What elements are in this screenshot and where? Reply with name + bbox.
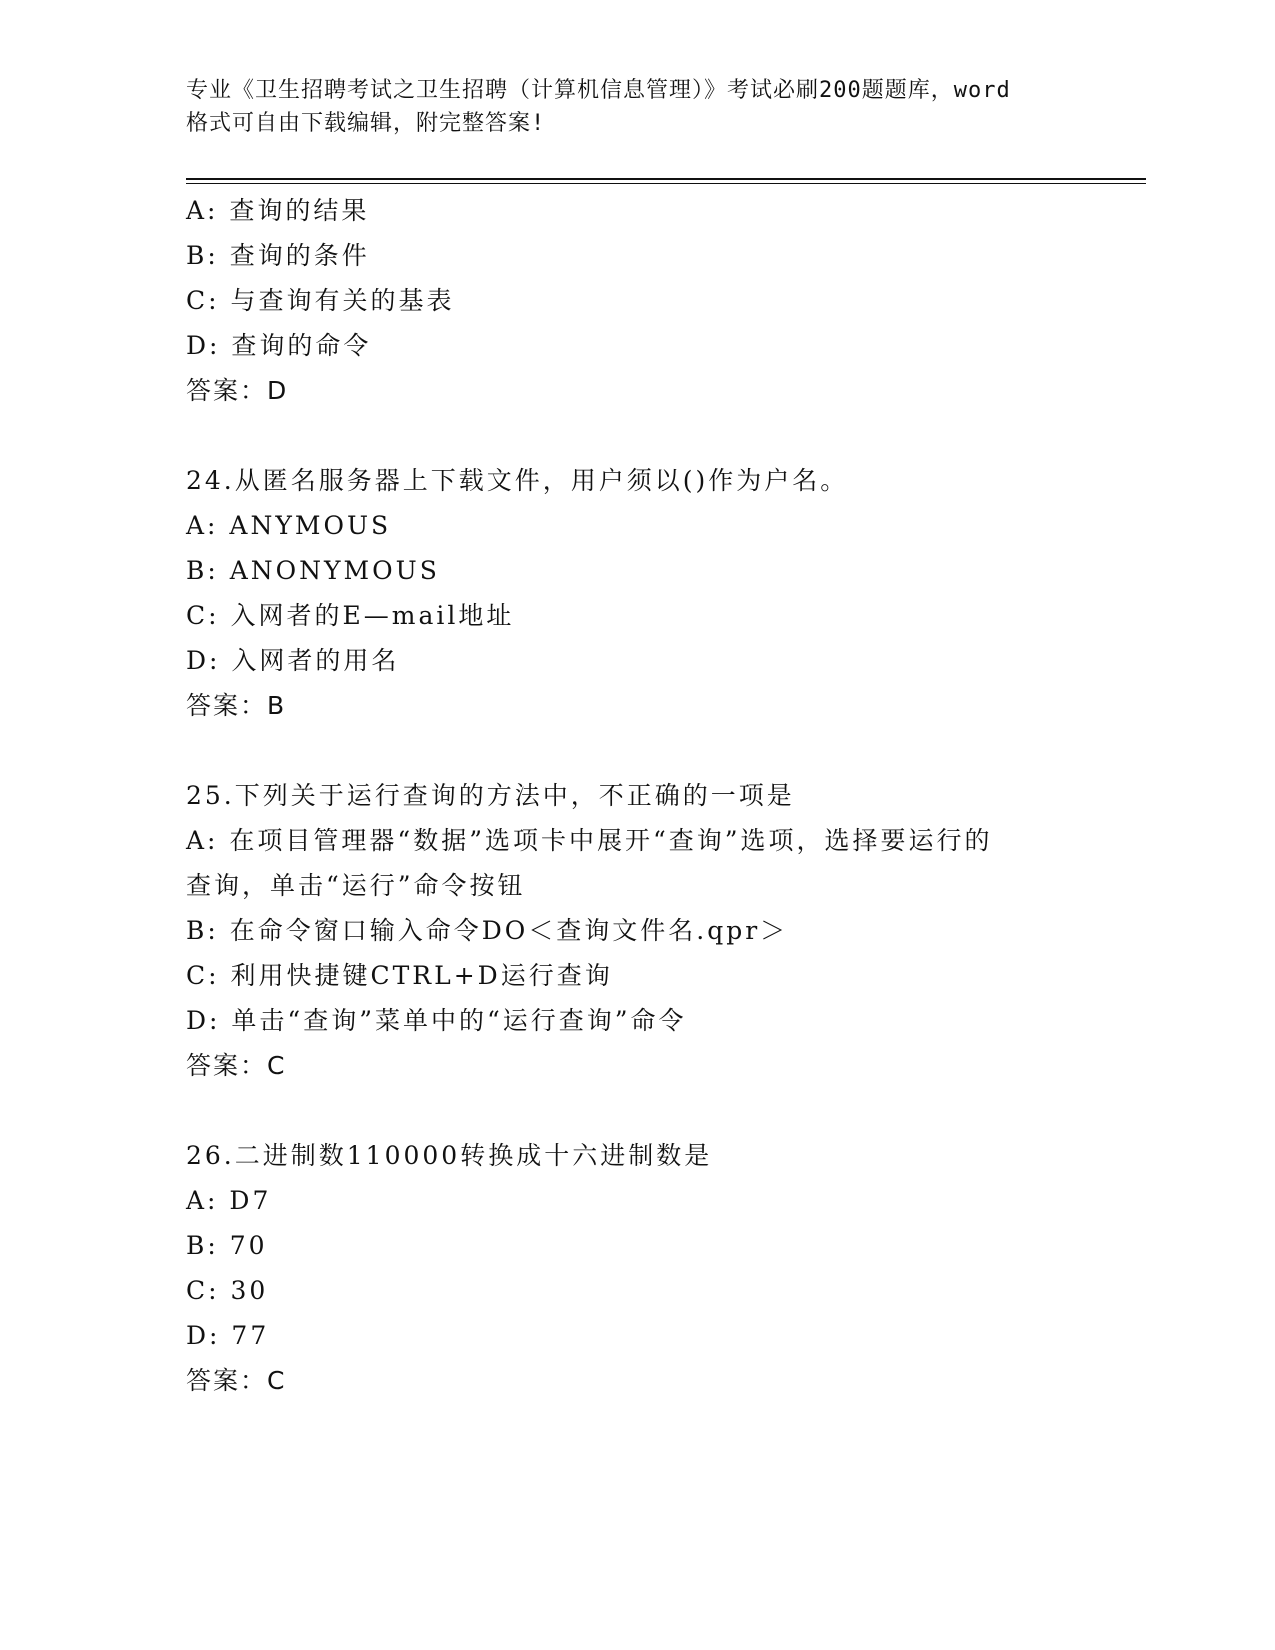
question-26-option-d: D: 77 (186, 1321, 270, 1350)
question-25-option-c: C: 利用快捷键CTRL+D运行查询 (186, 961, 613, 990)
question-24-option-b: B: ANONYMOUS (186, 556, 440, 585)
question-25-stem: 25.下列关于运行查询的方法中，不正确的一项是 (186, 781, 795, 810)
question-25-option-d: D: 单击“查询”菜单中的“运行查询”命令 (186, 1006, 687, 1035)
question-24-option-c: C: 入网者的E—mail地址 (186, 601, 515, 630)
question-26-option-c: C: 30 (186, 1276, 269, 1305)
question-26-option-a: A: D7 (186, 1186, 272, 1215)
document-header (186, 74, 1086, 140)
question-25-option-b: B: 在命令窗口输入命令DO＜查询文件名.qpr＞ (186, 916, 789, 945)
question-23-block (186, 188, 1086, 413)
header-title-line-1: 专业《卫生招聘考试之卫生招聘（计算机信息管理）》考试必刷200题题库，word (186, 78, 1011, 103)
question-spacer (186, 413, 1086, 458)
question-24-answer: 答案：B (186, 691, 287, 720)
header-divider-thin (186, 183, 1146, 184)
question-25-answer: 答案：C (186, 1051, 287, 1080)
question-24-block (186, 458, 1086, 728)
question-25-option-a-line-2: 查询，单击“运行”命令按钮 (186, 871, 526, 900)
question-26-answer: 答案：C (186, 1366, 287, 1395)
question-spacer (186, 728, 1086, 773)
question-23-option-a: A: 查询的结果 (186, 196, 370, 225)
question-25-option-a-line-1: A: 在项目管理器“数据”选项卡中展开“查询”选项，选择要运行的 (186, 826, 993, 855)
header-divider-thick (186, 178, 1146, 180)
question-23-option-b: B: 查询的条件 (186, 241, 370, 270)
question-24-option-a: A: ANYMOUS (186, 511, 392, 540)
question-24-stem: 24.从匿名服务器上下载文件，用户须以()作为户名。 (186, 466, 849, 495)
question-list (186, 188, 1086, 1403)
header-title-line-2: 格式可自由下载编辑，附完整答案! (186, 111, 546, 136)
question-24-option-d: D: 入网者的用名 (186, 646, 400, 675)
question-spacer (186, 1088, 1086, 1133)
question-23-option-d: D: 查询的命令 (186, 331, 372, 360)
question-26-option-b: B: 70 (186, 1231, 268, 1260)
question-25-block (186, 773, 1086, 1088)
question-23-option-c: C: 与查询有关的基表 (186, 286, 455, 315)
question-23-answer: 答案：D (186, 376, 289, 405)
question-26-block (186, 1133, 1086, 1403)
question-26-stem: 26.二进制数110000转换成十六进制数是 (186, 1141, 713, 1170)
